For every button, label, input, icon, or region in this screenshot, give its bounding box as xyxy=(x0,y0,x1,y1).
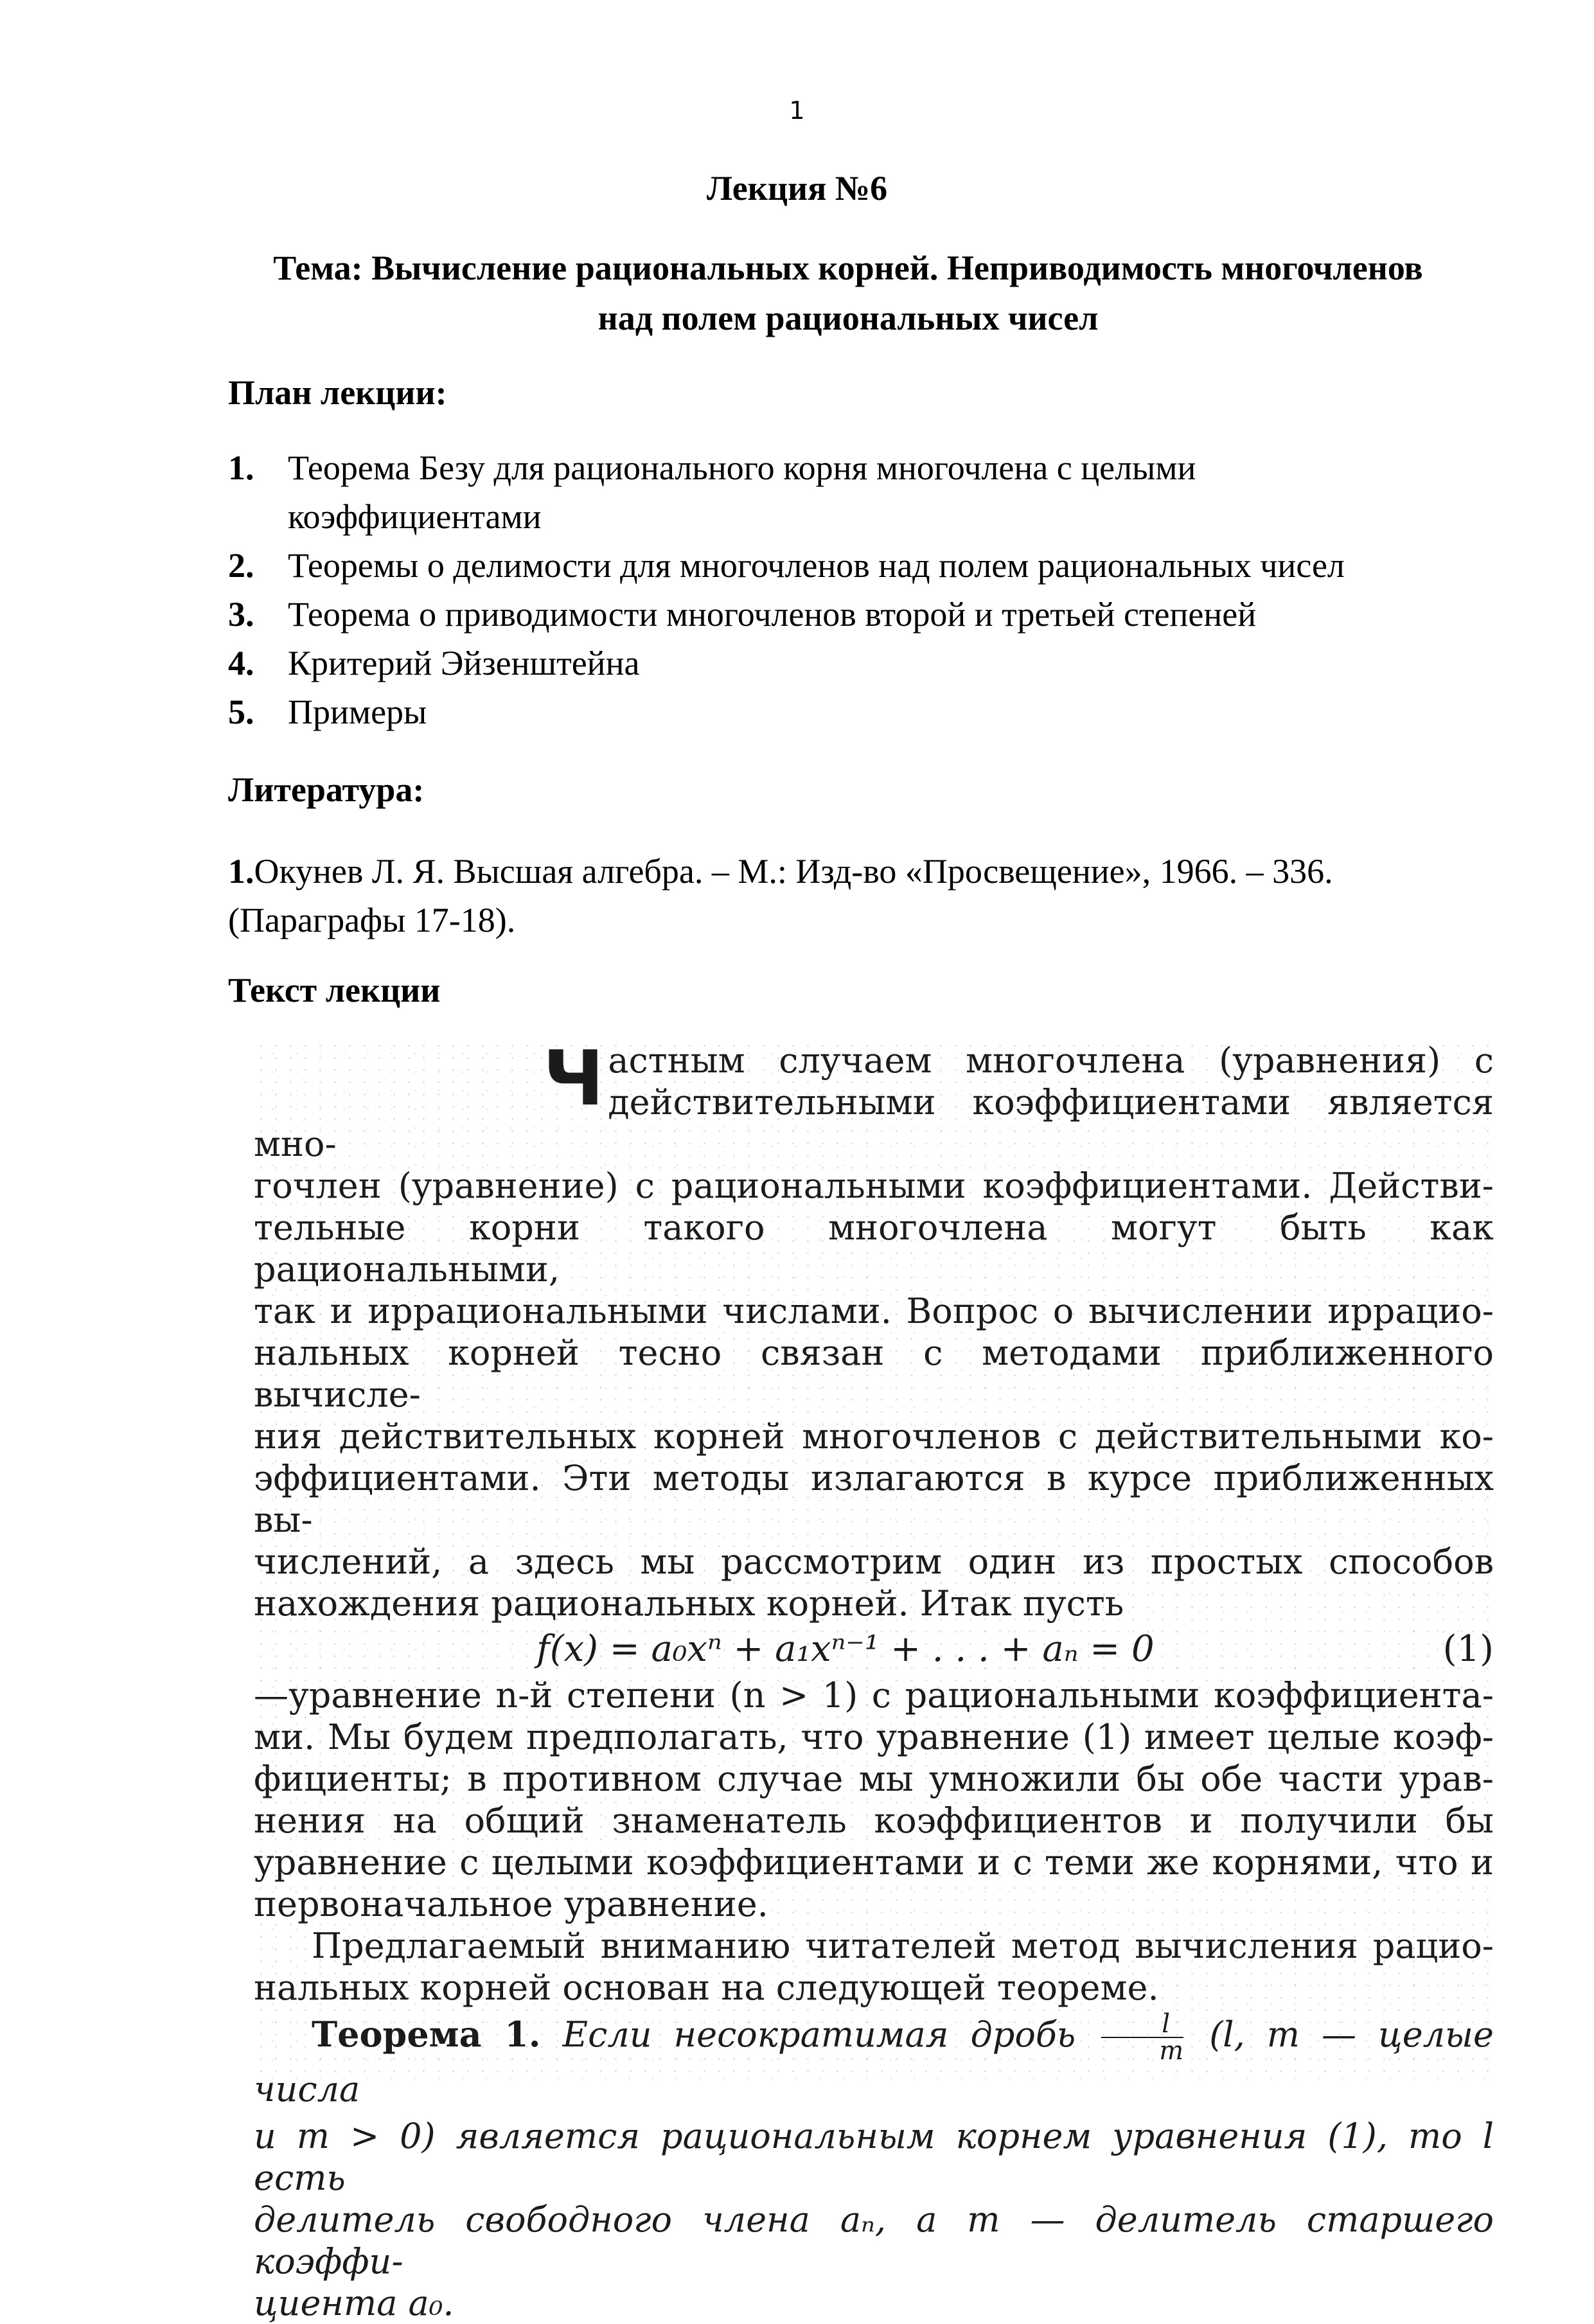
plan-item-number: 2. xyxy=(228,546,254,585)
topic-line: Тема: Вычисление рациональных корней. Неприводимость многочленов xyxy=(273,249,1423,287)
theorem-fraction xyxy=(1101,2011,1183,2064)
fraction-denominator: m xyxy=(1159,2036,1184,2066)
page-number: 1 xyxy=(789,96,805,125)
scan-line: гочлен (уравнение) с рациональными коэффициентами. Действи- xyxy=(254,1166,1494,1206)
literature-entry xyxy=(228,847,1481,945)
plan-item xyxy=(228,541,1481,590)
plan-item-number: 3. xyxy=(228,595,254,634)
plan-item-text: Критерий Эйзенштейна xyxy=(288,644,640,682)
scan-line: тельные корни такого многочлена могут быть как рациональными, xyxy=(254,1207,1494,1290)
literature-heading: Литература: xyxy=(228,770,425,809)
theorem-line: и m > 0) является рациональным корнем уравнения (1), то l есть xyxy=(254,2116,1494,2198)
plan-item xyxy=(228,687,1481,736)
scan-line: нахождения рациональных корней. Итак пусть xyxy=(254,1583,1124,1624)
plan-item xyxy=(228,590,1481,639)
plan-item-number: 4. xyxy=(228,644,254,682)
scan-line: нения на общий знаменатель коэффициентов и получили бы xyxy=(254,1800,1494,1841)
scan-line: ния действительных корней многочленов с действительными ко- xyxy=(254,1416,1494,1457)
theorem-title: Теорема 1. xyxy=(312,2014,541,2055)
scan-line: ми. Мы будем предполагать, что уравнение (1) имеет целые коэф- xyxy=(254,1717,1494,1757)
literature-text: Окунев Л. Я. Высшая алгебра. – М.: Изд-во «Просвещение», 1966. – 336. xyxy=(254,852,1333,891)
plan-item xyxy=(228,443,1481,541)
plan-item-text: Теорема Безу для рационального корня многочлена с целыми xyxy=(288,448,1196,487)
scan-line: первоначальное уравнение. xyxy=(254,1884,768,1924)
literature-line: (Параграфы 17-18). xyxy=(228,901,516,939)
plan-item-text: коэффициентами xyxy=(288,497,542,536)
literature-number: 1. xyxy=(228,852,254,891)
topic xyxy=(212,243,1484,343)
theorem-line: делитель свободного члена aₙ, а m — делитель старшего коэффи- xyxy=(254,2199,1494,2282)
topic-line: над полем рациональных чисел xyxy=(598,299,1099,337)
scanned-fragment xyxy=(254,1034,1494,2323)
plan-item-number: 1. xyxy=(228,448,254,487)
equation-formula: f(x) = a₀xⁿ + a₁xⁿ⁻¹ + . . . + aₙ = 0 xyxy=(536,1628,1155,1670)
lecture-title: Лекция №6 xyxy=(706,169,888,208)
theorem-line: циента a₀. xyxy=(254,2283,454,2323)
scan-line: нальных корней тесно связан с методами приближенного вычисле- xyxy=(254,1333,1494,1415)
scan-line: так и иррациональными числами. Вопрос о вычислении иррацио- xyxy=(254,1291,1494,1331)
scan-line: астным случаем многочлена (уравнения) с xyxy=(608,1040,1494,1081)
equation-number: (1) xyxy=(1442,1628,1494,1670)
scan-line: числений, а здесь мы рассмотрим один из простых способов xyxy=(254,1541,1494,1582)
plan-item-number: 5. xyxy=(228,693,254,731)
scan-line: Предлагаемый вниманию читателей метод вычисления рацио- xyxy=(312,1926,1494,1966)
theorem-text: (l, m — целые числа xyxy=(254,2014,1494,2109)
plan-item-text: Теорема о приводимости многочленов второй и третьей степеней xyxy=(288,595,1257,634)
theorem-text: Если несократимая дробь xyxy=(562,2014,1076,2055)
scan-line: —уравнение n-й степени (n > 1) с рациональными коэффициента- xyxy=(254,1675,1494,1716)
equation xyxy=(254,1624,1494,1674)
scan-line: уравнение с целыми коэффициентами и с теми же корнями, что и xyxy=(254,1842,1494,1883)
scan-line: нальных корней основан на следующей теореме. xyxy=(254,1967,1159,2008)
plan-item-text: Теоремы о делимости для многочленов над полем рациональных чисел xyxy=(288,546,1345,585)
scan-line: эффициентами. Эти методы излагаются в курсе приближенных вы- xyxy=(254,1458,1494,1540)
text-heading: Текст лекции xyxy=(228,971,441,1009)
drop-cap: Ч xyxy=(543,1034,605,1122)
theorem-first-line xyxy=(254,2009,1494,2115)
plan-item xyxy=(228,639,1481,687)
plan-item-text: Примеры xyxy=(288,693,427,731)
plan-heading: План лекции: xyxy=(228,373,447,412)
scan-line: действительными коэффициентами является мно- xyxy=(254,1082,1494,1164)
literature-line xyxy=(228,847,1481,896)
fraction-numerator: l xyxy=(1101,2011,1183,2038)
scan-line: фициенты; в противном случае мы умножили бы обе части урав- xyxy=(254,1759,1494,1799)
plan-list xyxy=(228,443,1481,736)
